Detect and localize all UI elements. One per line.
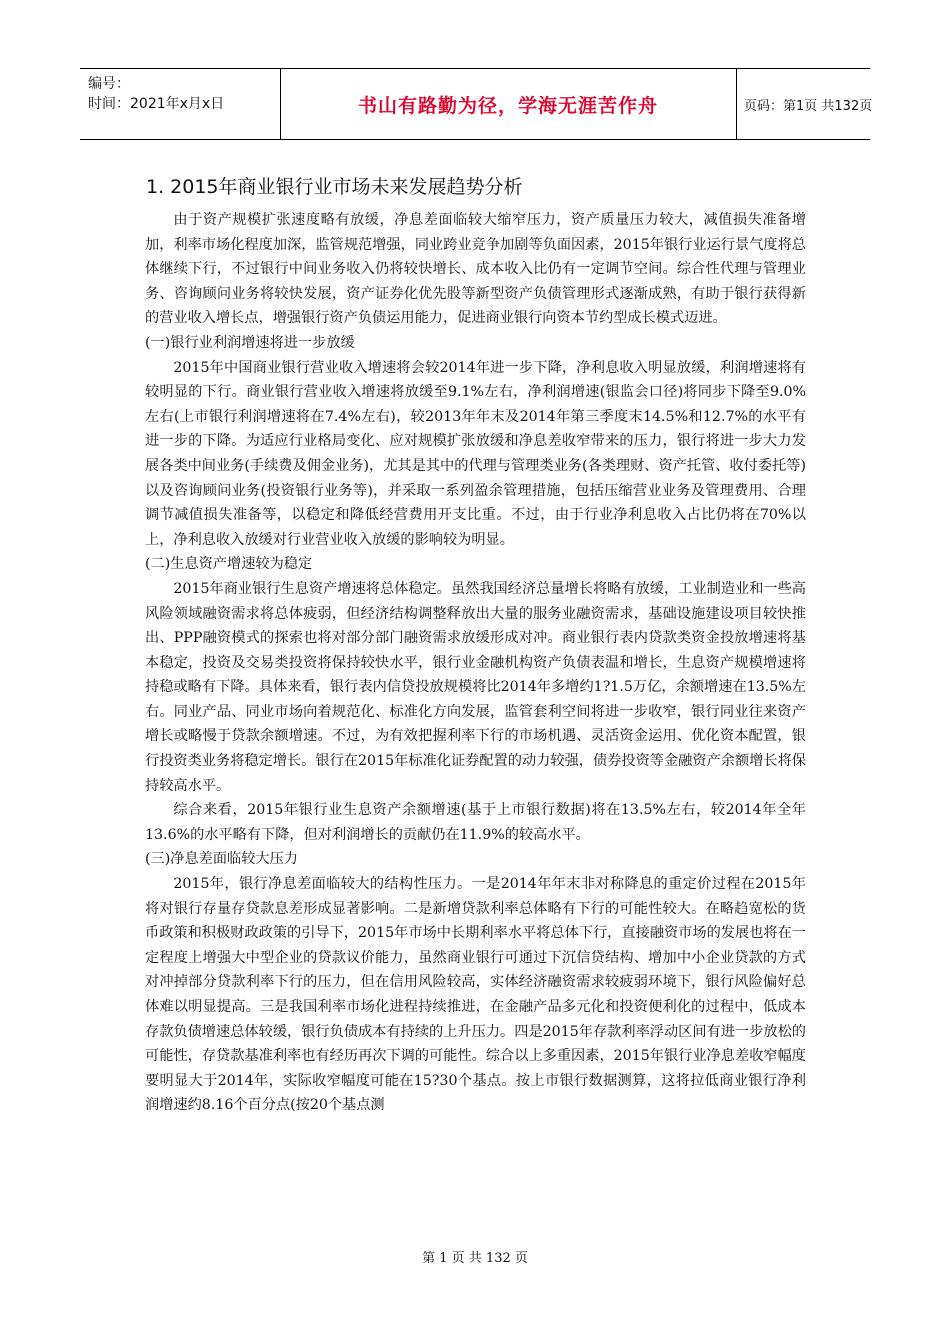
section-heading-1: (一)银行业利润增速将进一步放缓 — [145, 334, 355, 351]
date-label: 时间：2021年x月x日 — [88, 96, 225, 112]
section-heading-2: (二)生息资产增速较为稳定 — [145, 556, 313, 573]
section-2-paragraph-1: 2015年商业银行生息资产增速将总体稳定。虽然我国经济总量增长将略有放缓，工业制造业和一些高风险领域融资需求将总体疲弱，但经济结构调整释放出大量的服务业融资需求，基础设施建设项目较快推出、PPP融资模式的探索也将对部分部门融资需求放缓形成对冲。商业银行表内贷款类资金投放增速将基本稳定，投资及交易类投资将保持较快水平，银行业金融机构资产负债表温和增长，生息资产规模增速将持稳或略有下降。具体来看，银行表内信贷投放规模将比2014年多增约1?1.5万亿，余额增速在13.5%左右。同业产品、同业市场向着规范化、标准化方向发展，监管套利空间将进一步收窄，银行同业往来资产增长或略慢于贷款余额增速。不过，为有效把握利率下行的市场机遇、灵活资金运用、优化资本配置，银行投资类业务将稳定增长。银行在2015年标准化证券配置的动力较强，债券投资等金融资产余额增长将保持较高水平。 — [145, 580, 806, 794]
document-title: 1. 2015年商业银行业市场未来发展趋势分析 — [146, 176, 523, 198]
page-info: 页码：第1页 共132页 — [744, 99, 873, 114]
header-page-cell — [742, 69, 873, 139]
section-3-paragraph-1: 2015年，银行净息差面临较大的结构性压力。一是2014年年末非对称降息的重定价过程在2015年将对银行存量存贷款息差形成显著影响。二是新增贷款利率总体略有下行的可能性较大。在略趋宽松的货币政策和积极财政政策的引导下，2015年市场中长期利率水平将总体下行，直接融资市场的发展也将在一定程度上增强大中型企业的贷款议价能力，虽然商业银行可通过下沉信贷结构、增加中小企业贷款的方式对冲掉部分贷款利率下行的压力，但在信用风险较高，实体经济融资需求较疲弱环境下，银行风险偏好总体难以明显提高。三是我国利率市场化进程持续推进，在金融产品多元化和投资便利化的过程中，低成本存款负债增速总体较缓，银行负债成本有持续的上升压力。四是2015年存款利率浮动区间有进一步放松的可能性，存贷款基准利率也有经历再次下调的可能性。综合以上多重因素，2015年银行业净息差收窄幅度要明显大于2014年，实际收窄幅度可能在15?30个基点。按上市银行数据测算，这将拉低商业银行净利润增速约8.16个百分点(按20个基点测 — [145, 876, 806, 1114]
header-motto-cell — [280, 69, 737, 139]
section-heading-3: (三)净息差面临较大压力 — [145, 851, 298, 868]
section-2-paragraph-2: 综合来看，2015年银行业生息资产余额增速(基于上市银行数据)将在13.5%左右，较2014年全年13.6%的水平略有下降，但对利润增长的贡献仍在11.9%的较高水平。 — [145, 802, 806, 843]
code-label: 编号： — [88, 76, 130, 92]
header-meta-cell — [80, 69, 281, 139]
document-body — [145, 208, 806, 1118]
page-header — [80, 68, 873, 140]
page-footer: 第 1 页 共 132 页 — [422, 1251, 528, 1266]
intro-paragraph: 由于资产规模扩张速度略有放缓，净息差面临较大缩窄压力，资产质量压力较大，减值损失准备增加，利率市场化程度加深，监管规范增强，同业跨业竞争加剧等负面因素，2015年银行业运行景气度将总体继续下行，不过银行中间业务收入仍将较快增长、成本收入比仍有一定调节空间。综合性代理与管理业务、咨询顾问业务将较快发展，资产证券化优先股等新型资产负债管理形式逐渐成熟，有助于银行获得新的营业收入增长点，增强银行资产负债运用能力，促进商业银行向资本节约型成长模式迈进。 — [145, 212, 806, 327]
section-1-paragraph-1: 2015年中国商业银行营业收入增速将会较2014年进一步下降，净利息收入明显放缓，利润增速将有较明显的下行。商业银行营业收入增速将放缓至9.1%左右，净利润增速(银监会口径)将同步下降至9.0%左右(上市银行利润增速将在7.4%左右)，较2013年年末及2014年第三季度末14.5%和12.7%的水平有进一步的下降。为适应行业格局变化、应对规模扩张放缓和净息差收窄带来的压力，银行将进一步大力发展各类中间业务(手续费及佣金业务)，尤其是其中的代理与管理类业务(各类理财、资产托管、收付委托等)以及咨询顾问业务(投资银行业务等)，并采取一系列盈余管理措施，包括压缩营业业务及管理费用、合理调节减值损失准备等，以稳定和降低经营费用开支比重。不过，由于行业净利息收入占比仍将在70%以上，净利息收入放缓对行业营业收入放缓的影响较为明显。 — [145, 359, 806, 548]
motto-text: 书山有路勤为径，学海无涯苦作舟 — [357, 95, 658, 117]
